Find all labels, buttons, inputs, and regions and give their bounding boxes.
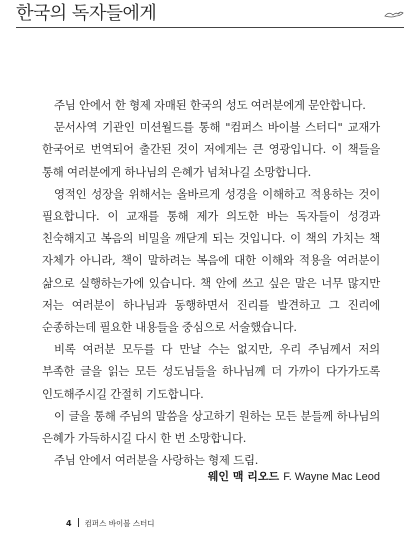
page-number: 4 bbox=[66, 519, 72, 528]
footer-divider bbox=[78, 518, 79, 527]
letter-body bbox=[42, 94, 380, 471]
signature-name-english: F. Wayne Mac Leod bbox=[283, 471, 380, 483]
paragraph-translation: 문서사역 기관인 미션월드를 통해 "컴퍼스 바이블 스터디" 교재가 한국어로 번역되어 출간된 것이 저에게는 큰 영광입니다. 이 책들을 통해 여러분에게 하나님의 은혜가 넘쳐나길 소망합니다. bbox=[42, 120, 380, 179]
page-footer bbox=[66, 518, 155, 529]
paragraph-purpose: 영적인 성장을 위해서는 올바르게 성경을 이해하고 적용하는 것이 필요합니다. 이 교재를 통해 제가 의도한 바는 독자들이 성경과 친숙해지고 복음의 비밀을 깨닫게 되는 것입니다. 이 책의 가치는 책 자체가 아니라, 책이 말하려는 복음에 대한 이해와 적용을 여러분이 삶으로 실행하는가에 있습니다. 책 안에 쓰고 싶은 말은 너무 많지만 저는 여러분이 하나님과 동행하면서 진리를 발견하고 그 진리에 순종하는데 필요한 내용들을 중심으로 서술했습니다. bbox=[42, 186, 380, 335]
signature bbox=[190, 468, 380, 484]
signature-name-korean: 웨인 맥 리오드 bbox=[207, 470, 280, 483]
bird-ornament-icon bbox=[384, 9, 404, 19]
paragraph-closing: 주님 안에서 여러분을 사랑하는 형제 드림. bbox=[54, 453, 259, 468]
page-title: 한국의 독자들에게 bbox=[16, 3, 157, 24]
paragraph-hope: 이 글을 통해 주님의 말씀을 상고하기 원하는 모든 분들께 하나님의 은혜가 가득하시길 다시 한 번 소망합니다. bbox=[42, 408, 380, 446]
book-title: 컴퍼스 바이블 스터디 bbox=[84, 519, 155, 528]
title-divider bbox=[16, 27, 404, 28]
paragraph-greeting: 주님 안에서 한 형제 자매된 한국의 성도 여러분에게 문안합니다. bbox=[54, 98, 366, 112]
paragraph-prayer: 비록 여러분 모두를 다 만날 수는 없지만, 우리 주님께서 저의 부족한 글을 읽는 모든 성도님들을 하나님께 더 가까이 다가가도록 인도해주시길 간절히 기도합니다. bbox=[42, 342, 380, 401]
